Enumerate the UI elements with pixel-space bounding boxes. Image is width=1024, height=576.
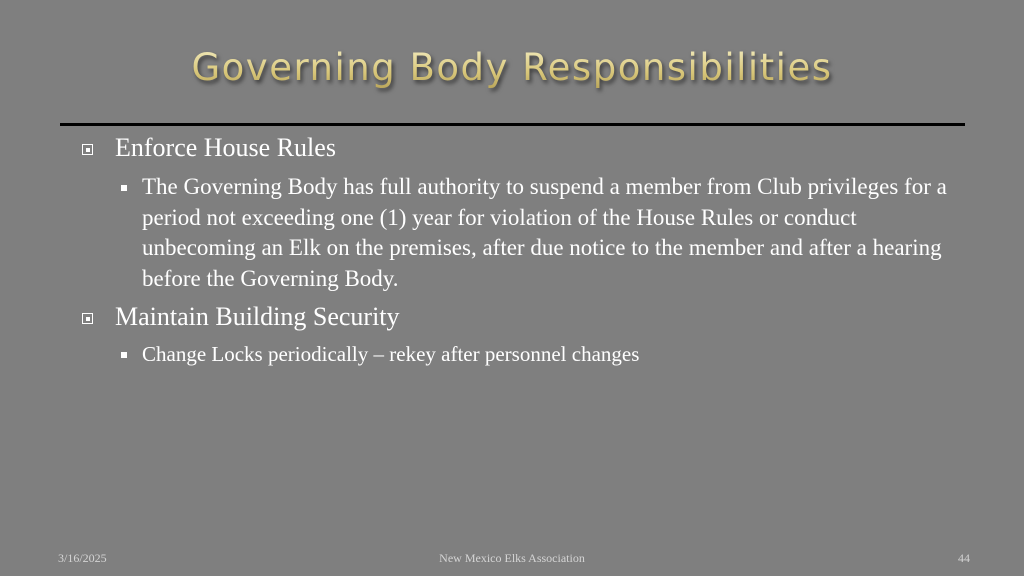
bullet-building-security: Maintain Building Security: [115, 302, 400, 331]
title-divider: [60, 123, 965, 126]
bullet-icon: [82, 144, 93, 155]
sub-bullet-change-locks: Change Locks periodically – rekey after personnel changes: [142, 342, 640, 366]
footer-date: 3/16/2025: [58, 551, 107, 565]
slide-number: 44: [958, 551, 970, 565]
sub-bullet-icon: [121, 185, 127, 191]
footer-organization: New Mexico Elks Association: [439, 551, 585, 565]
bullet-icon: [82, 313, 93, 324]
bullet-enforce-house-rules: Enforce House Rules: [115, 133, 336, 162]
sub-bullet-suspension-authority: The Governing Body has full authority to suspend a member from Club privileges for a period not exceeding one (1) year for violation of the House Rules or conduct unbecoming an Elk on the premises, after due notice to the member and after a hearing before the Governing Body.: [142, 174, 947, 291]
sub-bullet-icon: [121, 352, 127, 358]
slide-title: Governing Body Responsibilities: [0, 46, 1024, 89]
